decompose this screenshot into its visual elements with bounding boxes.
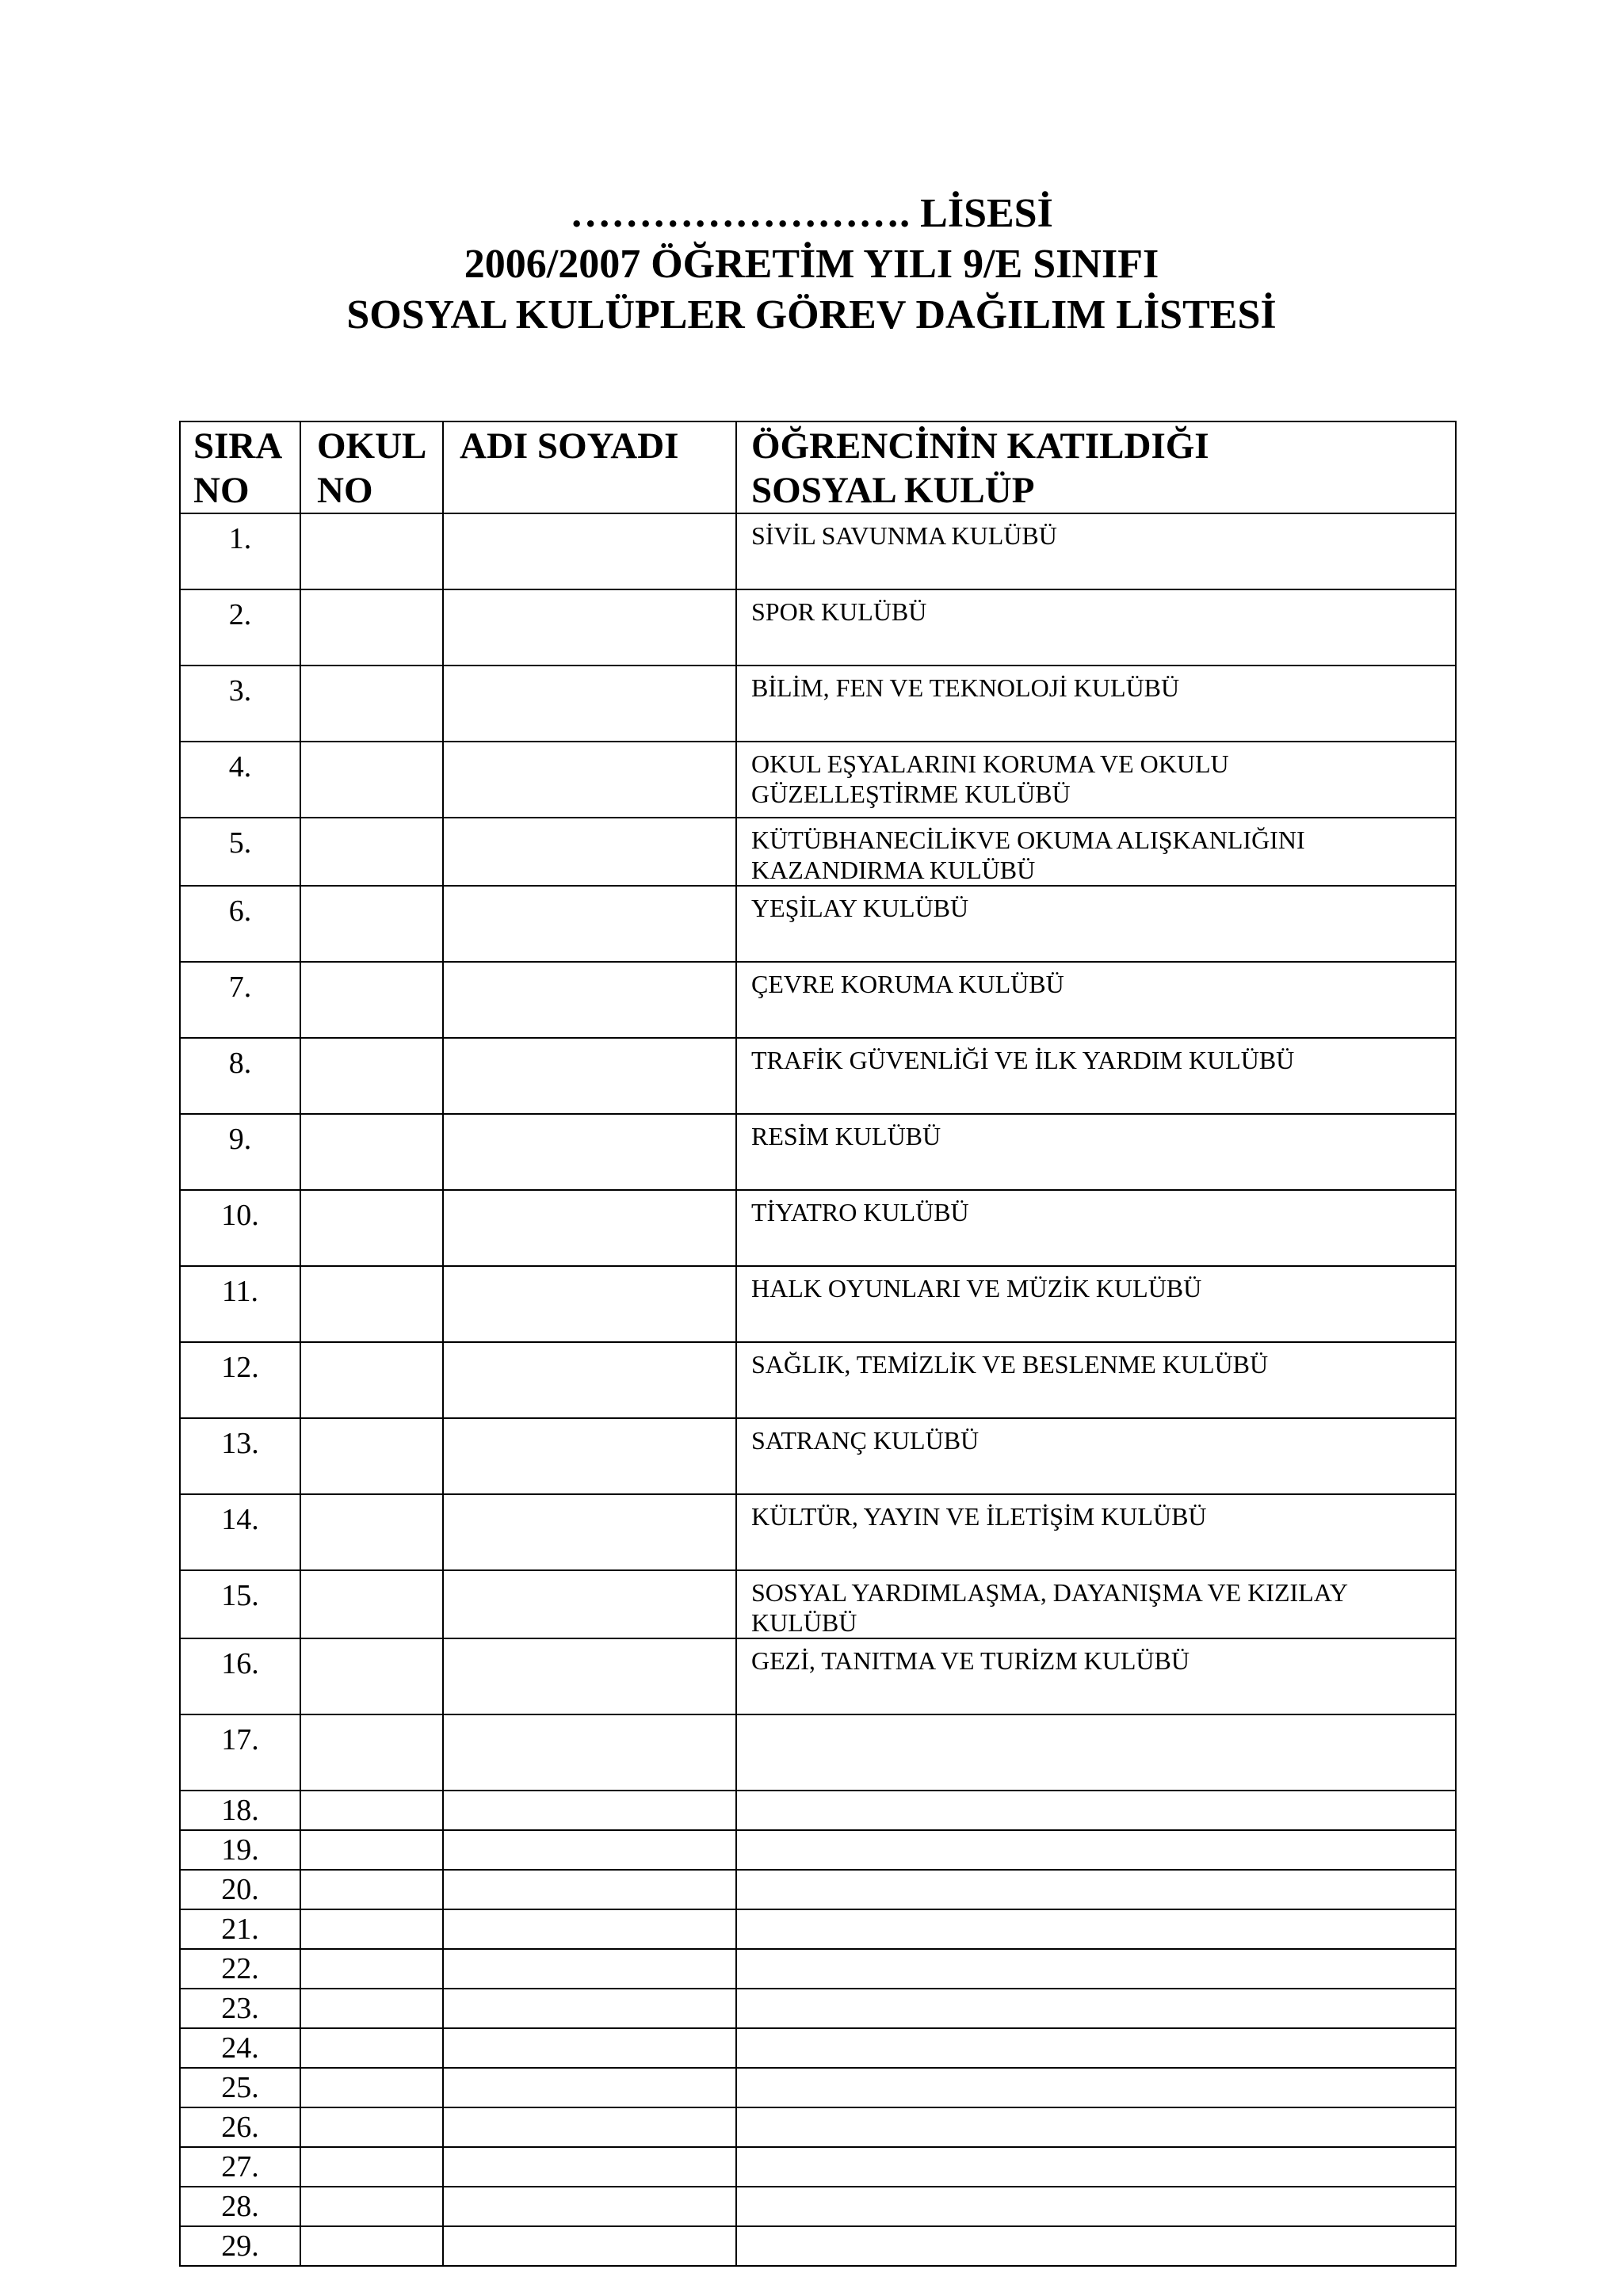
club-name-line1: ÇEVRE KORUMA KULÜBÜ xyxy=(751,970,1064,998)
row-okul-no-cell xyxy=(300,2028,443,2068)
row-sira-no: 20. xyxy=(180,1870,300,1909)
row-adi-soyadi-cell xyxy=(443,1266,736,1342)
row-sosyal-kulup xyxy=(736,2147,1456,2187)
row-adi-soyadi-cell xyxy=(443,1638,736,1714)
row-adi-soyadi-cell xyxy=(443,1570,736,1638)
row-sosyal-kulup xyxy=(736,886,1456,962)
table-row xyxy=(180,1190,1456,1266)
row-sira-no: 7. xyxy=(180,962,300,1038)
table-row xyxy=(180,1494,1456,1570)
row-adi-soyadi-cell xyxy=(443,1114,736,1190)
row-adi-soyadi-cell xyxy=(443,1989,736,2028)
row-sira-no: 5. xyxy=(180,818,300,886)
row-adi-soyadi-cell xyxy=(443,1418,736,1494)
row-okul-no-cell xyxy=(300,1038,443,1114)
row-sira-no: 24. xyxy=(180,2028,300,2068)
row-adi-soyadi-cell xyxy=(443,1038,736,1114)
club-name-line1: RESİM KULÜBÜ xyxy=(751,1122,941,1150)
row-sosyal-kulup xyxy=(736,1114,1456,1190)
row-okul-no-cell xyxy=(300,1791,443,1830)
row-okul-no-cell xyxy=(300,1714,443,1791)
row-sira-no: 4. xyxy=(180,742,300,818)
row-okul-no-cell xyxy=(300,1949,443,1989)
table-row xyxy=(180,1342,1456,1418)
club-name-line1: OKUL EŞYALARINI KORUMA VE OKULU xyxy=(751,749,1229,778)
table-row xyxy=(180,1830,1456,1870)
table-row xyxy=(180,2147,1456,2187)
club-name-line1: HALK OYUNLARI VE MÜZİK KULÜBÜ xyxy=(751,1274,1202,1302)
row-sira-no: 3. xyxy=(180,666,300,742)
row-sira-no: 8. xyxy=(180,1038,300,1114)
row-sosyal-kulup xyxy=(736,2226,1456,2266)
row-adi-soyadi-cell xyxy=(443,513,736,589)
row-sosyal-kulup xyxy=(736,2107,1456,2147)
row-okul-no-cell xyxy=(300,1342,443,1418)
document-title xyxy=(0,189,1623,341)
club-name-line2: GÜZELLEŞTİRME KULÜBÜ xyxy=(751,780,1071,808)
row-sosyal-kulup xyxy=(736,1989,1456,2028)
row-adi-soyadi-cell xyxy=(443,2068,736,2107)
club-name-line1: SATRANÇ KULÜBÜ xyxy=(751,1426,980,1455)
row-okul-no-cell xyxy=(300,886,443,962)
table-row xyxy=(180,1418,1456,1494)
row-okul-no-cell xyxy=(300,742,443,818)
title-line-year-class: 2006/2007 ÖĞRETİM YILI 9/E SINIFI xyxy=(464,242,1159,287)
table-row xyxy=(180,1870,1456,1909)
club-name-line1: SOSYAL YARDIMLAŞMA, DAYANIŞMA VE KIZILAY xyxy=(751,1578,1348,1607)
header-sosyal-kulup-line2: SOSYAL KULÜP xyxy=(751,470,1035,511)
header-sira-no-line1: SIRA xyxy=(193,425,283,467)
row-sosyal-kulup xyxy=(736,742,1456,818)
table-row xyxy=(180,1909,1456,1949)
row-sira-no: 13. xyxy=(180,1418,300,1494)
club-name-line1: GEZİ, TANITMA VE TURİZM KULÜBÜ xyxy=(751,1646,1190,1675)
row-okul-no-cell xyxy=(300,2147,443,2187)
header-okul-no-line2: NO xyxy=(317,470,373,511)
club-name-line1: TRAFİK GÜVENLİĞİ VE İLK YARDIM KULÜBÜ xyxy=(751,1046,1295,1074)
row-adi-soyadi-cell xyxy=(443,1870,736,1909)
club-name-line1: SPOR KULÜBÜ xyxy=(751,597,927,626)
table-row xyxy=(180,2107,1456,2147)
table-row xyxy=(180,1038,1456,1114)
table-row xyxy=(180,1266,1456,1342)
row-sira-no: 12. xyxy=(180,1342,300,1418)
header-sira-no-line2: NO xyxy=(193,470,250,511)
row-okul-no-cell xyxy=(300,1830,443,1870)
table-row xyxy=(180,962,1456,1038)
club-name-line1: SİVİL SAVUNMA KULÜBÜ xyxy=(751,521,1057,550)
row-adi-soyadi-cell xyxy=(443,1830,736,1870)
club-assignment-table xyxy=(179,421,1457,2267)
row-sira-no: 10. xyxy=(180,1190,300,1266)
table-row xyxy=(180,818,1456,886)
row-okul-no-cell xyxy=(300,1570,443,1638)
club-name-line1: BİLİM, FEN VE TEKNOLOJİ KULÜBÜ xyxy=(751,673,1180,702)
row-sosyal-kulup xyxy=(736,513,1456,589)
header-sosyal-kulup xyxy=(736,421,1456,513)
row-sosyal-kulup xyxy=(736,666,1456,742)
row-okul-no-cell xyxy=(300,1114,443,1190)
row-adi-soyadi-cell xyxy=(443,666,736,742)
table-row xyxy=(180,742,1456,818)
row-adi-soyadi-cell xyxy=(443,1494,736,1570)
row-sira-no: 29. xyxy=(180,2226,300,2266)
row-okul-no-cell xyxy=(300,666,443,742)
row-adi-soyadi-cell xyxy=(443,1791,736,1830)
row-adi-soyadi-cell xyxy=(443,886,736,962)
row-okul-no-cell xyxy=(300,1989,443,2028)
row-sira-no: 19. xyxy=(180,1830,300,1870)
header-okul-no-line1: OKUL xyxy=(317,425,427,467)
header-okul-no xyxy=(300,421,443,513)
row-sira-no: 27. xyxy=(180,2147,300,2187)
table-header-row xyxy=(180,421,1456,513)
club-name-line2: KAZANDIRMA KULÜBÜ xyxy=(751,856,1036,884)
row-sosyal-kulup xyxy=(736,1830,1456,1870)
row-sira-no: 28. xyxy=(180,2187,300,2226)
row-sira-no: 21. xyxy=(180,1909,300,1949)
row-sosyal-kulup xyxy=(736,1190,1456,1266)
row-sira-no: 6. xyxy=(180,886,300,962)
row-adi-soyadi-cell xyxy=(443,1714,736,1791)
row-sira-no: 15. xyxy=(180,1570,300,1638)
row-sosyal-kulup xyxy=(736,1494,1456,1570)
row-sosyal-kulup xyxy=(736,1266,1456,1342)
row-sira-no: 25. xyxy=(180,2068,300,2107)
row-okul-no-cell xyxy=(300,513,443,589)
row-sira-no: 11. xyxy=(180,1266,300,1342)
table-row xyxy=(180,1638,1456,1714)
club-name-line1: TİYATRO KULÜBÜ xyxy=(751,1198,969,1226)
row-adi-soyadi-cell xyxy=(443,742,736,818)
row-okul-no-cell xyxy=(300,1266,443,1342)
row-adi-soyadi-cell xyxy=(443,2028,736,2068)
table-row xyxy=(180,2068,1456,2107)
row-sosyal-kulup xyxy=(736,1949,1456,1989)
row-adi-soyadi-cell xyxy=(443,2107,736,2147)
row-sira-no: 1. xyxy=(180,513,300,589)
row-okul-no-cell xyxy=(300,1870,443,1909)
row-adi-soyadi-cell xyxy=(443,2187,736,2226)
table-row xyxy=(180,2187,1456,2226)
table-row xyxy=(180,1791,1456,1830)
row-adi-soyadi-cell xyxy=(443,1342,736,1418)
row-sosyal-kulup xyxy=(736,1909,1456,1949)
row-okul-no-cell xyxy=(300,818,443,886)
row-okul-no-cell xyxy=(300,589,443,666)
row-sosyal-kulup xyxy=(736,2068,1456,2107)
club-name-line1: KÜLTÜR, YAYIN VE İLETİŞİM KULÜBÜ xyxy=(751,1502,1207,1531)
row-sosyal-kulup xyxy=(736,1791,1456,1830)
table-row xyxy=(180,2226,1456,2266)
row-okul-no-cell xyxy=(300,2226,443,2266)
row-sosyal-kulup xyxy=(736,1342,1456,1418)
row-sira-no: 22. xyxy=(180,1949,300,1989)
row-sosyal-kulup xyxy=(736,2187,1456,2226)
club-name-line1: YEŞİLAY KULÜBÜ xyxy=(751,894,969,922)
row-sosyal-kulup xyxy=(736,2028,1456,2068)
table-row xyxy=(180,666,1456,742)
row-adi-soyadi-cell xyxy=(443,589,736,666)
table-row xyxy=(180,513,1456,589)
table-row xyxy=(180,1114,1456,1190)
header-adi-soyadi xyxy=(443,421,736,513)
header-sosyal-kulup-line1: ÖĞRENCİNİN KATILDIĞI xyxy=(751,425,1209,467)
row-sosyal-kulup xyxy=(736,589,1456,666)
row-sira-no: 17. xyxy=(180,1714,300,1791)
header-adi-soyadi-line1: ADI SOYADI xyxy=(460,425,679,467)
row-sosyal-kulup xyxy=(736,1638,1456,1714)
row-sira-no: 18. xyxy=(180,1791,300,1830)
title-line-school: ……………………. LİSESİ xyxy=(570,191,1053,236)
row-okul-no-cell xyxy=(300,1638,443,1714)
table-row xyxy=(180,886,1456,962)
row-sosyal-kulup xyxy=(736,1714,1456,1791)
row-sosyal-kulup xyxy=(736,1570,1456,1638)
row-okul-no-cell xyxy=(300,2187,443,2226)
row-adi-soyadi-cell xyxy=(443,962,736,1038)
header-sira-no xyxy=(180,421,300,513)
row-okul-no-cell xyxy=(300,1418,443,1494)
table-row xyxy=(180,1714,1456,1791)
row-sosyal-kulup xyxy=(736,818,1456,886)
row-adi-soyadi-cell xyxy=(443,1190,736,1266)
table-row xyxy=(180,2028,1456,2068)
row-sira-no: 2. xyxy=(180,589,300,666)
row-sosyal-kulup xyxy=(736,1038,1456,1114)
club-name-line2: KULÜBÜ xyxy=(751,1608,857,1637)
row-adi-soyadi-cell xyxy=(443,2147,736,2187)
table-row xyxy=(180,1949,1456,1989)
row-sosyal-kulup xyxy=(736,962,1456,1038)
row-sosyal-kulup xyxy=(736,1870,1456,1909)
row-adi-soyadi-cell xyxy=(443,2226,736,2266)
row-sira-no: 23. xyxy=(180,1989,300,2028)
row-okul-no-cell xyxy=(300,962,443,1038)
row-sira-no: 9. xyxy=(180,1114,300,1190)
row-okul-no-cell xyxy=(300,1909,443,1949)
row-adi-soyadi-cell xyxy=(443,1909,736,1949)
table-row xyxy=(180,589,1456,666)
row-sira-no: 16. xyxy=(180,1638,300,1714)
row-adi-soyadi-cell xyxy=(443,1949,736,1989)
row-okul-no-cell xyxy=(300,2068,443,2107)
row-sira-no: 26. xyxy=(180,2107,300,2147)
club-name-line1: KÜTÜBHANECİLİKVE OKUMA ALIŞKANLIĞINI xyxy=(751,826,1305,854)
title-line-list-name: SOSYAL KULÜPLER GÖREV DAĞILIM LİSTESİ xyxy=(346,292,1277,338)
row-sosyal-kulup xyxy=(736,1418,1456,1494)
table-row xyxy=(180,1570,1456,1638)
table-row xyxy=(180,1989,1456,2028)
row-okul-no-cell xyxy=(300,1494,443,1570)
row-adi-soyadi-cell xyxy=(443,818,736,886)
row-sira-no: 14. xyxy=(180,1494,300,1570)
club-name-line1: SAĞLIK, TEMİZLİK VE BESLENME KULÜBÜ xyxy=(751,1350,1269,1379)
row-okul-no-cell xyxy=(300,1190,443,1266)
row-okul-no-cell xyxy=(300,2107,443,2147)
